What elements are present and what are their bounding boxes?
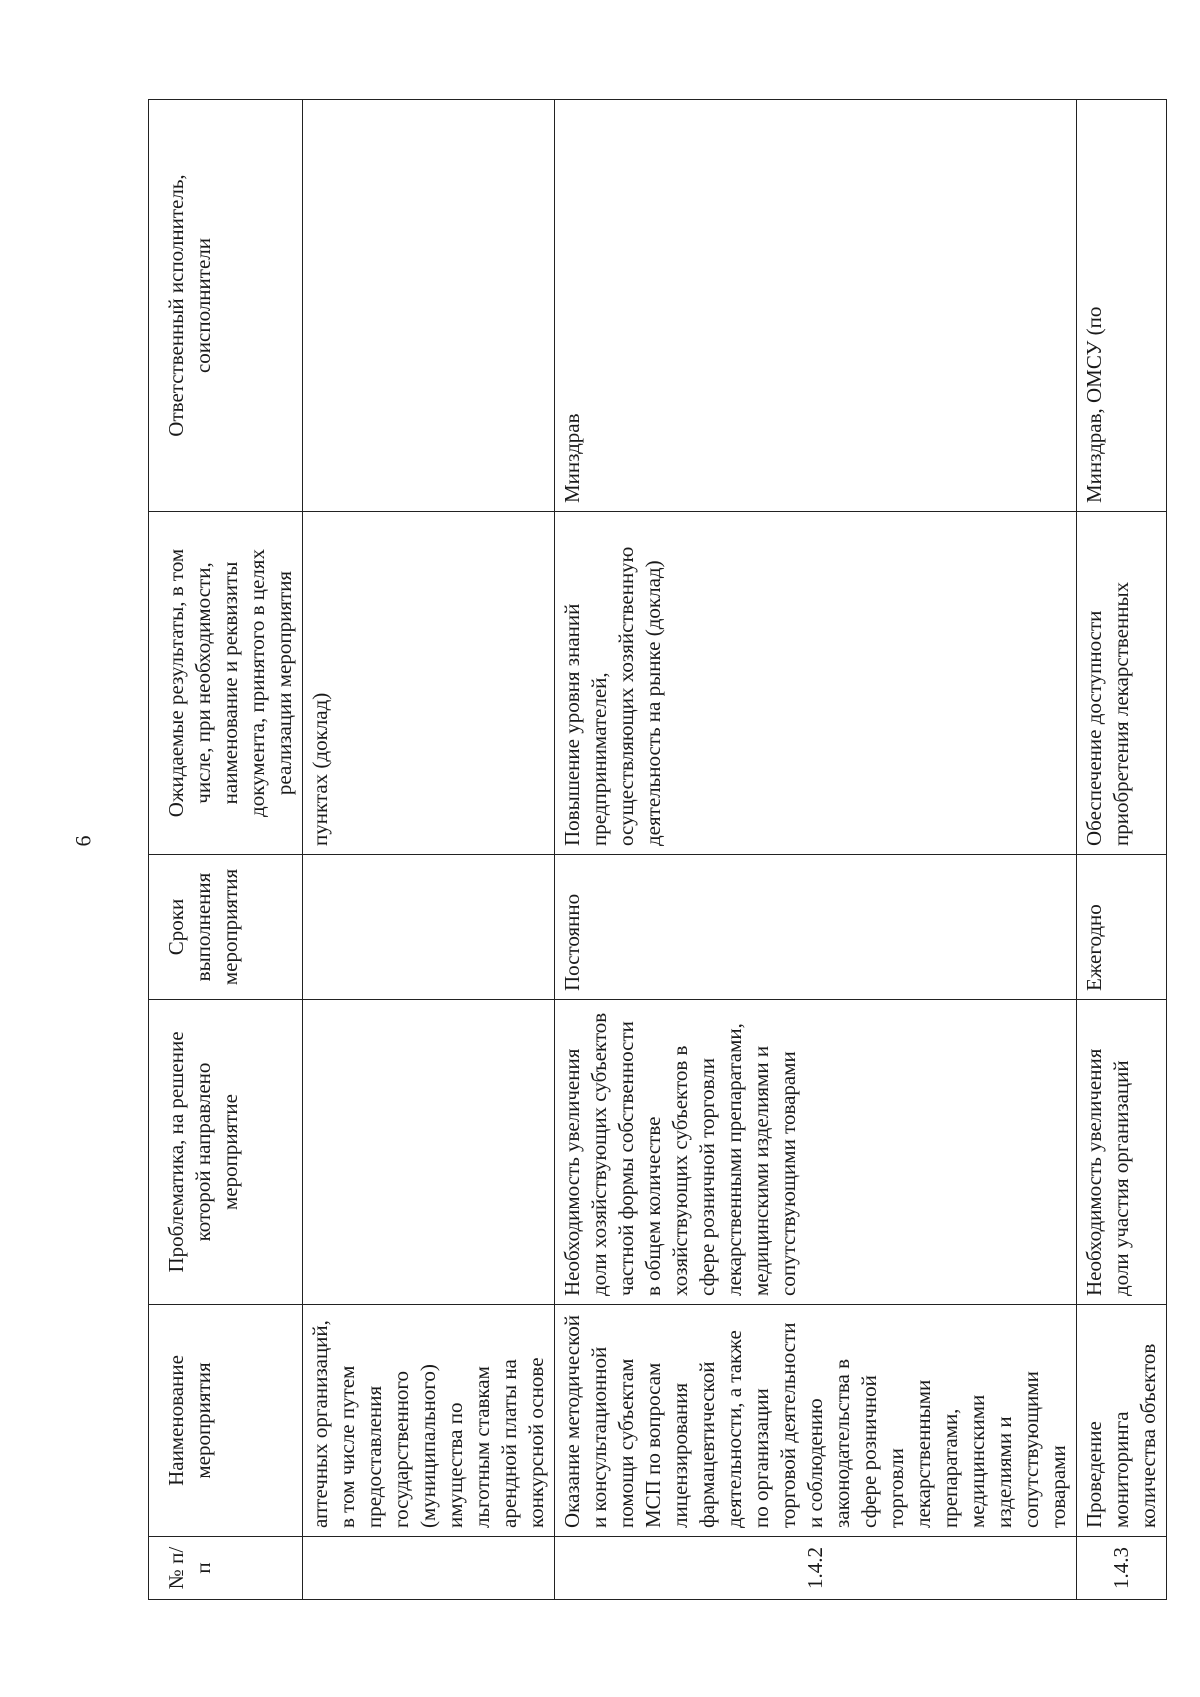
measures-table	[148, 99, 1167, 1600]
row-term: Постоянно	[555, 855, 1077, 1000]
row-name: Проведение мониторинга количества объектов	[1077, 1305, 1167, 1537]
table-row	[1077, 100, 1167, 1600]
header-num: № п/п	[149, 1537, 303, 1600]
header-name: Наименование мероприятия	[149, 1305, 303, 1537]
row-num: 1.4.3	[1077, 1537, 1167, 1600]
row-problem: Необходимость увеличения доли участия организаций	[1077, 1000, 1167, 1305]
rotated-table-wrapper	[148, 100, 1160, 1600]
row-result: Обеспечение доступности приобретения лекарственных	[1077, 512, 1167, 855]
row-responsible	[303, 100, 555, 512]
header-responsible: Ответственный исполнитель, соисполнители	[149, 100, 303, 512]
row-problem: Необходимость увеличения доли хозяйствующих субъектов частной формы собственности в общем количестве хозяйствующих субъектов в сфере розничной торговли лекарственными препаратами, медицинскими изделиями и сопутствующими товарами	[555, 1000, 1077, 1305]
table-header-row	[149, 100, 303, 1600]
row-name: аптечных организаций, в том числе путем предоставления государственного (муниципального) имущества по льготным ставкам арендной платы на конкурсной основе	[303, 1305, 555, 1537]
header-term: Сроки выполнения мероприятия	[149, 855, 303, 1000]
table-row	[303, 100, 555, 1600]
row-result: Повышение уровня знаний предпринимателей, осуществляющих хозяйственную деятельность на рынке (доклад)	[555, 512, 1077, 855]
row-problem	[303, 1000, 555, 1305]
row-responsible: Минздрав, ОМСУ (по	[1077, 100, 1167, 512]
row-num	[303, 1537, 555, 1600]
row-name: Оказание методической и консультационной помощи субъектам МСП по вопросам лицензирования фармацевтической деятельности, а также по организации торговой деятельности и соблюдению законодательства в сфере розничной торговли лекарственными препаратами, медицинскими изделиями и сопутствующими товарами	[555, 1305, 1077, 1537]
row-term	[303, 855, 555, 1000]
header-problem: Проблематика, на решение которой направлено мероприятие	[149, 1000, 303, 1305]
row-responsible: Минздрав	[555, 100, 1077, 512]
page-number: 6	[70, 835, 96, 847]
row-num: 1.4.2	[555, 1537, 1077, 1600]
header-result: Ожидаемые результаты, в том числе, при необходимости, наименование и реквизиты документа, принятого в целях реализации мероприятия	[149, 512, 303, 855]
row-result: пунктах (доклад)	[303, 512, 555, 855]
row-term: Ежегодно	[1077, 855, 1167, 1000]
table-row	[555, 100, 1077, 1600]
